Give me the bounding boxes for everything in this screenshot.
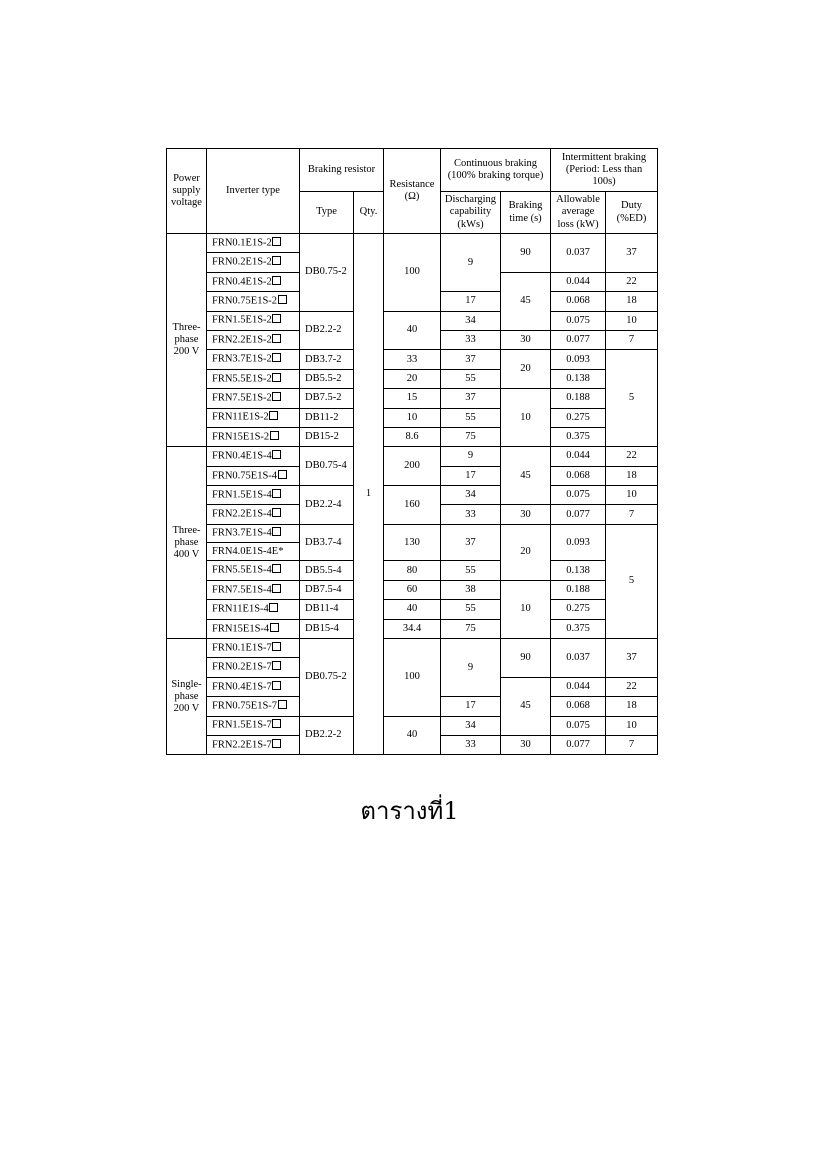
resistor-type: DB0.75-4 [300, 447, 354, 486]
inverter-cell: FRN0.75E1S-4 [207, 466, 300, 485]
resistor-type: DB3.7-2 [300, 350, 354, 369]
discharging-value: 33 [441, 505, 501, 524]
discharging-value: 17 [441, 292, 501, 311]
resistor-type: DB2.2-2 [300, 716, 354, 755]
resistor-type: DB5.5-4 [300, 561, 354, 580]
duty-value: 10 [606, 486, 658, 505]
qty-value: 1 [354, 234, 384, 755]
allowable-loss-value: 0.077 [551, 735, 606, 754]
table-caption: ตารางที่1 [360, 797, 459, 825]
braking-time-value: 10 [501, 389, 551, 447]
allowable-loss-value: 0.275 [551, 600, 606, 619]
discharging-value: 9 [441, 447, 501, 466]
resistor-type: DB2.2-4 [300, 486, 354, 525]
allowable-loss-value: 0.037 [551, 234, 606, 273]
inverter-cell: FRN1.5E1S-7 [207, 716, 300, 735]
duty-value: 5 [606, 524, 658, 638]
allowable-loss-value: 0.188 [551, 580, 606, 599]
header-duty: Duty (%ED) [606, 192, 658, 234]
inverter-cell: FRN0.75E1S-7 [207, 697, 300, 716]
inverter-cell: FRN5.5E1S-4 [207, 561, 300, 580]
allowable-loss-value: 0.044 [551, 272, 606, 291]
duty-value: 18 [606, 466, 658, 485]
inverter-cell: FRN11E1S-4 [207, 600, 300, 619]
header-intermittent-braking: Intermittent braking (Period: Less than 100s) [551, 149, 658, 192]
allowable-loss-value: 0.075 [551, 311, 606, 330]
allowable-loss-value: 0.077 [551, 330, 606, 349]
inverter-cell: FRN15E1S-2 [207, 427, 300, 446]
resistance-value: 20 [384, 369, 441, 388]
inverter-cell: FRN0.4E1S-4 [207, 447, 300, 466]
group-single-phase-200v: Single-phase 200 V [167, 639, 207, 755]
braking-time-value: 10 [501, 580, 551, 638]
inverter-cell: FRN0.2E1S-2 [207, 253, 300, 272]
braking-time-value: 20 [501, 350, 551, 389]
discharging-value: 38 [441, 580, 501, 599]
discharging-value: 34 [441, 716, 501, 735]
allowable-loss-value: 0.075 [551, 716, 606, 735]
header-resistance [384, 149, 441, 234]
header-resistance-label: Resistance [389, 179, 435, 190]
header-qty: Qty. [354, 192, 384, 234]
resistor-type: DB11-2 [300, 408, 354, 427]
inverter-cell: FRN0.4E1S-7 [207, 677, 300, 696]
allowable-loss-value: 0.037 [551, 639, 606, 678]
group-three-phase-200v: Three-phase 200 V [167, 234, 207, 447]
inverter-cell: FRN0.1E1S-2 [207, 234, 300, 253]
resistor-type: DB3.7-4 [300, 524, 354, 561]
inverter-cell: FRN2.2E1S-7 [207, 735, 300, 754]
inverter-cell: FRN0.75E1S-2 [207, 292, 300, 311]
duty-value: 7 [606, 505, 658, 524]
discharging-value: 34 [441, 486, 501, 505]
duty-value: 37 [606, 234, 658, 273]
resistance-value: 10 [384, 408, 441, 427]
duty-value: 22 [606, 677, 658, 696]
resistance-value: 33 [384, 350, 441, 369]
resistor-type: DB11-4 [300, 600, 354, 619]
allowable-loss-value: 0.138 [551, 369, 606, 388]
duty-value: 22 [606, 272, 658, 291]
resistance-value: 15 [384, 389, 441, 408]
inverter-cell: FRN0.2E1S-7 [207, 658, 300, 677]
header-discharging: Discharging capability (kWs) [441, 192, 501, 234]
braking-time-value: 45 [501, 447, 551, 505]
inverter-cell: FRN5.5E1S-2 [207, 369, 300, 388]
discharging-value: 37 [441, 524, 501, 561]
header-continuous-braking: Continuous braking (100% braking torque) [441, 149, 551, 192]
resistor-type: DB0.75-2 [300, 234, 354, 312]
braking-resistor-table [166, 148, 658, 755]
allowable-loss-value: 0.138 [551, 561, 606, 580]
discharging-value: 37 [441, 389, 501, 408]
discharging-value: 33 [441, 735, 501, 754]
resistance-value: 40 [384, 311, 441, 350]
resistance-value: 160 [384, 486, 441, 525]
header-braking-time: Braking time (s) [501, 192, 551, 234]
inverter-cell: FRN15E1S-4 [207, 619, 300, 638]
resistance-value: 100 [384, 639, 441, 717]
inverter-cell: FRN4.0E1S-4E* [207, 543, 300, 561]
inverter-cell: FRN2.2E1S-2 [207, 330, 300, 349]
inverter-cell: FRN0.1E1S-7 [207, 639, 300, 658]
allowable-loss-value: 0.068 [551, 292, 606, 311]
duty-value: 10 [606, 716, 658, 735]
resistance-value: 8.6 [384, 427, 441, 446]
resistor-type: DB2.2-2 [300, 311, 354, 350]
discharging-value: 55 [441, 408, 501, 427]
discharging-value: 37 [441, 350, 501, 369]
header-resistance-unit: (Ω) [404, 191, 420, 203]
braking-time-value: 90 [501, 639, 551, 678]
discharging-value: 75 [441, 619, 501, 638]
allowable-loss-value: 0.044 [551, 677, 606, 696]
discharging-value: 9 [441, 639, 501, 697]
discharging-value: 17 [441, 466, 501, 485]
resistor-type: DB7.5-4 [300, 580, 354, 599]
resistance-value: 100 [384, 234, 441, 312]
resistor-type: DB0.75-2 [300, 639, 354, 717]
discharging-value: 17 [441, 697, 501, 716]
inverter-cell: FRN1.5E1S-2 [207, 311, 300, 330]
duty-value: 5 [606, 350, 658, 447]
header-inverter-type: Inverter type [207, 149, 300, 234]
allowable-loss-value: 0.068 [551, 697, 606, 716]
header-type: Type [300, 192, 354, 234]
braking-time-value: 30 [501, 735, 551, 754]
resistance-value: 80 [384, 561, 441, 580]
allowable-loss-value: 0.093 [551, 350, 606, 369]
resistance-value: 130 [384, 524, 441, 561]
allowable-loss-value: 0.075 [551, 486, 606, 505]
duty-value: 22 [606, 447, 658, 466]
braking-time-value: 30 [501, 330, 551, 349]
allowable-loss-value: 0.077 [551, 505, 606, 524]
duty-value: 37 [606, 639, 658, 678]
inverter-cell: FRN7.5E1S-2 [207, 389, 300, 408]
inverter-cell: FRN3.7E1S-4 [207, 524, 300, 542]
resistance-value: 200 [384, 447, 441, 486]
discharging-value: 55 [441, 600, 501, 619]
resistance-value: 40 [384, 600, 441, 619]
header-power-supply: Power supply voltage [167, 149, 207, 234]
inverter-cell: FRN2.2E1S-4 [207, 505, 300, 524]
duty-value: 7 [606, 735, 658, 754]
duty-value: 18 [606, 292, 658, 311]
discharging-value: 34 [441, 311, 501, 330]
discharging-value: 75 [441, 427, 501, 446]
duty-value: 7 [606, 330, 658, 349]
allowable-loss-value: 0.068 [551, 466, 606, 485]
inverter-cell: FRN11E1S-2 [207, 408, 300, 427]
discharging-value: 9 [441, 234, 501, 292]
discharging-value: 33 [441, 330, 501, 349]
allowable-loss-value: 0.275 [551, 408, 606, 427]
inverter-cell: FRN1.5E1S-4 [207, 486, 300, 505]
resistor-type: DB7.5-2 [300, 389, 354, 408]
resistor-type: DB15-4 [300, 619, 354, 638]
resistance-value: 60 [384, 580, 441, 599]
duty-value: 10 [606, 311, 658, 330]
group-three-phase-400v: Three-phase 400 V [167, 447, 207, 639]
braking-time-value: 45 [501, 272, 551, 330]
discharging-value: 55 [441, 369, 501, 388]
braking-time-value: 20 [501, 524, 551, 580]
allowable-loss-value: 0.188 [551, 389, 606, 408]
braking-time-value: 45 [501, 677, 551, 735]
discharging-value: 55 [441, 561, 501, 580]
resistance-value: 40 [384, 716, 441, 755]
header-braking-resistor: Braking resistor [300, 149, 384, 192]
allowable-loss-value: 0.375 [551, 619, 606, 638]
inverter-cell: FRN7.5E1S-4 [207, 580, 300, 599]
resistance-value: 34.4 [384, 619, 441, 638]
inverter-cell: FRN0.4E1S-2 [207, 272, 300, 291]
braking-time-value: 30 [501, 505, 551, 524]
resistor-type: DB15-2 [300, 427, 354, 446]
allowable-loss-value: 0.375 [551, 427, 606, 446]
header-allowable-loss: Allowable average loss (kW) [551, 192, 606, 234]
allowable-loss-value: 0.093 [551, 524, 606, 561]
braking-time-value: 90 [501, 234, 551, 273]
inverter-cell: FRN3.7E1S-2 [207, 350, 300, 369]
resistor-type: DB5.5-2 [300, 369, 354, 388]
allowable-loss-value: 0.044 [551, 447, 606, 466]
duty-value: 18 [606, 697, 658, 716]
